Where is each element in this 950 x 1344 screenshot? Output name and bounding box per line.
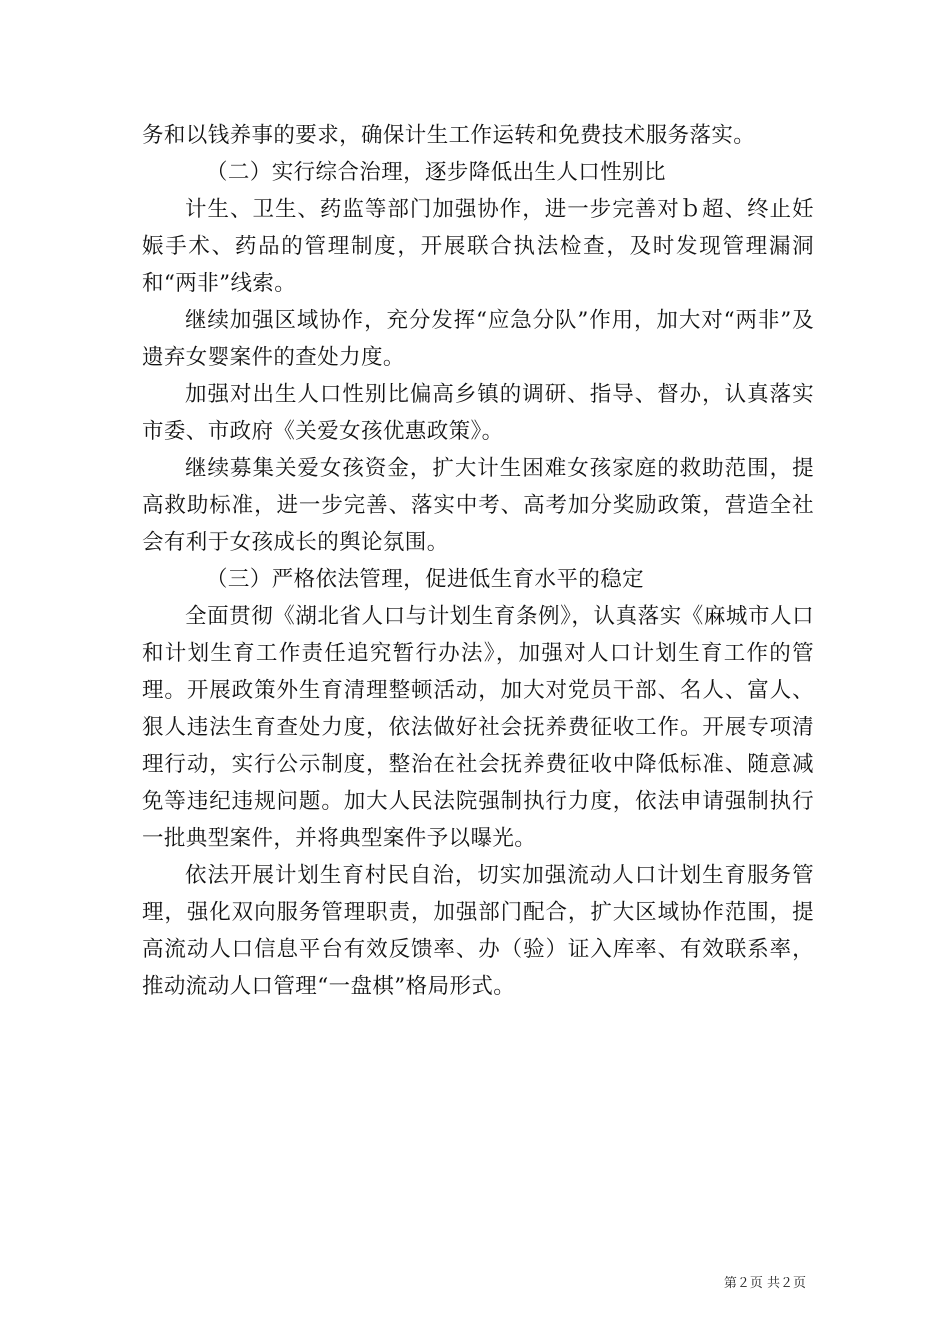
paragraph: 继续募集关爱女孩资金，扩大计生困难女孩家庭的救助范围，提高救助标准，进一步完善、落实中考、高考加分奖励政策，营造全社会有利于女孩成长的舆论氛围。 <box>142 456 814 555</box>
section-heading-3: （三）严格依法管理，促进低生育水平的稳定 <box>206 567 645 592</box>
paragraph: 全面贯彻《湖北省人口与计划生育条例》，认真落实《麻城市人口和计划生育工作责任追究暂行办法》，加强对人口计划生育工作的管理。开展政策外生育清理整顿活动，加大对党员干部、名人、富人、狠人违法生育查处力度，依法做好社会抚养费征收工作。开展专项清理行动，实行公示制度，整治在社会抚养费征收中降低标准、随意减免等违纪违规问题。加大人民法院强制执行力度，依法申请强制执行一批典型案件，并将典型案件予以曝光。 <box>142 604 814 851</box>
document-body <box>142 117 814 1005</box>
paragraph: 加强对出生人口性别比偏高乡镇的调研、指导、督办，认真落实市委、市政府《关爱女孩优惠政策》。 <box>142 382 814 444</box>
paragraph: 依法开展计划生育村民自治，切实加强流动人口计划生育服务管理，强化双向服务管理职责，加强部门配合，扩大区域协作范围，提高流动人口信息平台有效反馈率、办（验）证入库率、有效联系率，推动流动人口管理“一盘棋”格局形式。 <box>142 863 814 999</box>
paragraph: 继续加强区域协作，充分发挥“应急分队”作用，加大对“两非”及遗弃女婴案件的查处力度。 <box>142 308 814 370</box>
page-number-footer: 第２页 共２页 <box>723 1276 806 1291</box>
section-heading-2: （二）实行综合治理，逐步降低出生人口性别比 <box>206 160 666 185</box>
paragraph-continuation: 务和以钱养事的要求，确保计生工作运转和免费技术服务落实。 <box>142 123 756 148</box>
paragraph: 计生、卫生、药监等部门加强协作，进一步完善对ｂ超、终止妊娠手术、药品的管理制度，开展联合执法检查，及时发现管理漏洞和“两非”线索。 <box>142 197 814 296</box>
